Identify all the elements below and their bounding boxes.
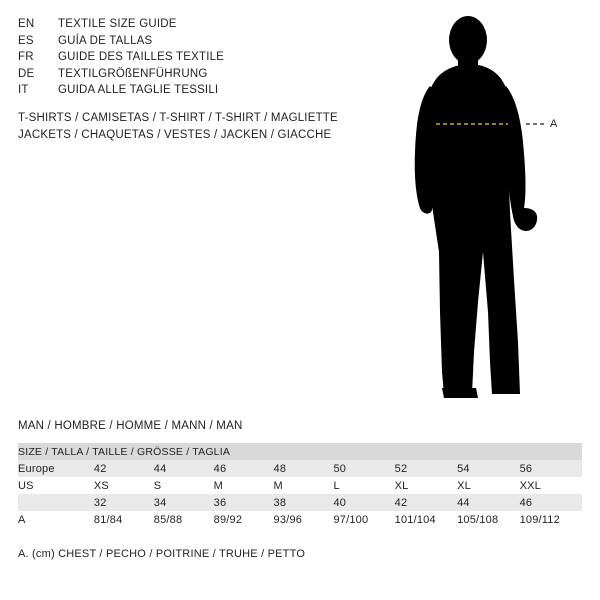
cell: XS [94,477,154,494]
male-figure-illustration [400,12,590,402]
category-tshirts: T-SHIRTS / CAMISETAS / T-SHIRT / T-SHIRT / MAGLIETTE [18,112,338,124]
row-label [18,494,94,511]
language-code: ES [18,34,34,47]
table-row [18,494,582,511]
cell: 97/100 [333,511,394,528]
cell: XXL [520,477,582,494]
cell: 44 [457,494,519,511]
cell: 105/108 [457,511,519,528]
cell: M [214,477,274,494]
cell: 54 [457,460,519,477]
cell: 46 [520,494,582,511]
language-code: DE [18,67,35,80]
cell: 44 [154,460,214,477]
cell: 48 [274,460,334,477]
cell: 85/88 [154,511,214,528]
language-row [18,82,224,99]
language-row [18,49,224,66]
language-list [18,16,224,99]
language-code: EN [18,18,35,30]
cell: 32 [94,494,154,511]
cell: 89/92 [214,511,274,528]
footnote: A. (cm) CHEST / PECHO / POITRINE / TRUHE / PETTO [18,548,306,560]
cell: 36 [214,494,274,511]
size-table [18,443,582,528]
table-row [18,460,582,477]
row-label: Europe [18,460,94,477]
language-row [18,33,224,50]
cell: 34 [154,494,214,511]
category-jackets: JACKETS / CHAQUETAS / VESTES / JACKEN / GIACCHE [18,129,332,141]
table-header-row [18,443,582,460]
row-label: A [18,511,94,528]
language-text: GUÍA DE TALLAS [58,34,153,47]
cell: M [274,477,334,494]
language-row [18,16,224,33]
language-row [18,66,224,83]
measure-label-a: A [550,118,558,130]
language-text: GUIDE DES TAILLES TEXTILE [58,51,225,63]
cell: 109/112 [520,511,582,528]
table-row [18,477,582,494]
category-list [18,110,338,144]
cell: 42 [395,494,457,511]
cell: 93/96 [274,511,334,528]
table-row [18,511,582,528]
table-group-title: MAN / HOMBRE / HOMME / MANN / MAN [18,420,243,432]
cell: XL [457,477,519,494]
language-code: FR [18,51,34,63]
cell: 101/104 [395,511,457,528]
language-code: IT [18,84,29,96]
language-text: GUIDA ALLE TAGLIE TESSILI [58,84,219,96]
cell: 52 [395,460,457,477]
table-header-label: SIZE / TALLA / TAILLE / GRÖSSE / TAGLIA [18,443,582,460]
cell: 42 [94,460,154,477]
cell: 40 [333,494,394,511]
cell: 38 [274,494,334,511]
cell: 46 [214,460,274,477]
cell: 50 [333,460,394,477]
cell: XL [395,477,457,494]
cell: 56 [520,460,582,477]
chest-measure-line [400,12,590,402]
row-label: US [18,477,94,494]
cell: L [333,477,394,494]
cell: 81/84 [94,511,154,528]
language-text: TEXTILGRÖßENFÜHRUNG [58,67,208,80]
cell: S [154,477,214,494]
language-text: TEXTILE SIZE GUIDE [58,18,177,30]
